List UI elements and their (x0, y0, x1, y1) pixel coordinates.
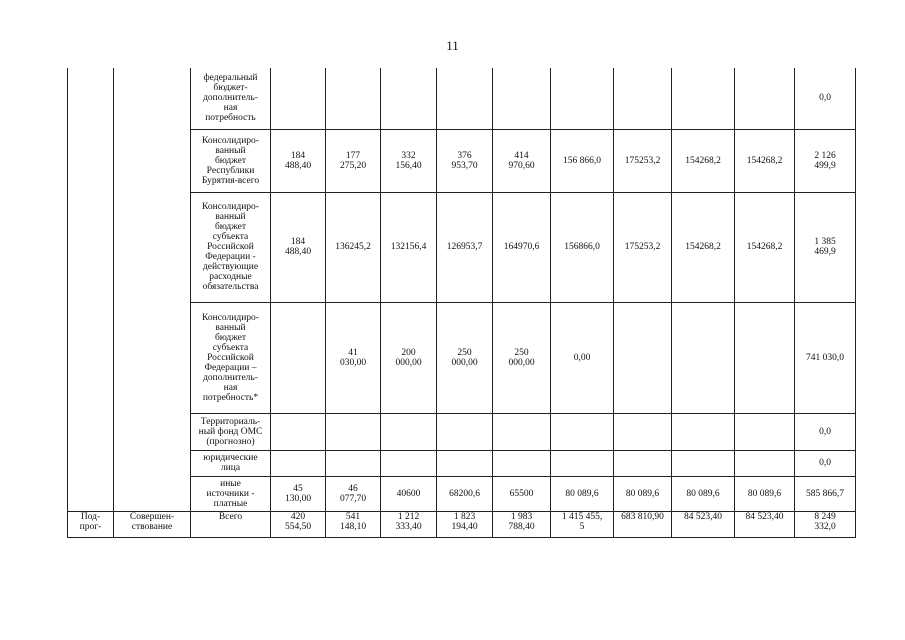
value-cell: 46 077,70 (326, 476, 381, 511)
value-cell (437, 68, 493, 129)
value-cell (381, 413, 437, 450)
value-cell: 250 000,00 (437, 302, 493, 413)
value-cell (437, 413, 493, 450)
value-cell (735, 68, 795, 129)
program-cell (68, 68, 114, 511)
table-row (68, 68, 856, 129)
value-cell: 2 126 499,9 (795, 129, 856, 192)
value-cell: 80 089,6 (614, 476, 672, 511)
value-cell: 68200,6 (437, 476, 493, 511)
value-cell: 175253,2 (614, 192, 672, 302)
value-cell (326, 413, 381, 450)
value-cell: 80 089,6 (672, 476, 735, 511)
value-cell (672, 413, 735, 450)
value-cell (672, 450, 735, 476)
value-cell (551, 68, 614, 129)
value-cell: 80 089,6 (551, 476, 614, 511)
value-cell (493, 413, 551, 450)
value-cell: 376 953,70 (437, 129, 493, 192)
subprogram-name-cell: Совершен- ствование (114, 511, 191, 537)
funding-source-cell: федеральный бюджет- дополнитель- ная потребность (191, 68, 271, 129)
value-cell: 585 866,7 (795, 476, 856, 511)
total-value-cell: 541 148,10 (326, 511, 381, 537)
value-cell (614, 413, 672, 450)
funding-source-cell: Консолидиро- ванный бюджет субъекта Российской Федерации – дополнитель- ная потребность* (191, 302, 271, 413)
subprogram-label-cell: Под- прог- (68, 511, 114, 537)
value-cell: 175253,2 (614, 129, 672, 192)
value-cell: 136245,2 (326, 192, 381, 302)
value-cell: 45 130,00 (271, 476, 326, 511)
value-cell (326, 68, 381, 129)
total-value-cell: 1 823 194,40 (437, 511, 493, 537)
value-cell: 154268,2 (735, 129, 795, 192)
value-cell (493, 450, 551, 476)
value-cell: 154268,2 (672, 129, 735, 192)
value-cell: 200 000,00 (381, 302, 437, 413)
funding-source-cell: Территориаль- ный фонд ОМС (прогнозно) (191, 413, 271, 450)
total-value-cell: 1 415 455, 5 (551, 511, 614, 537)
value-cell (551, 413, 614, 450)
funding-source-cell: юридические лица (191, 450, 271, 476)
value-cell: 80 089,6 (735, 476, 795, 511)
value-cell: 177 275,20 (326, 129, 381, 192)
total-value-cell: 420 554,50 (271, 511, 326, 537)
value-cell (271, 413, 326, 450)
value-cell: 132156,4 (381, 192, 437, 302)
total-value-cell: 1 212 333,40 (381, 511, 437, 537)
value-cell: 156 866,0 (551, 129, 614, 192)
total-value-cell: 683 810,90 (614, 511, 672, 537)
value-cell (614, 68, 672, 129)
value-cell (493, 68, 551, 129)
budget-table (67, 68, 856, 538)
value-cell: 184 488,40 (271, 129, 326, 192)
value-cell (271, 450, 326, 476)
value-cell (672, 68, 735, 129)
total-label-cell: Всего (191, 511, 271, 537)
value-cell (271, 302, 326, 413)
value-cell: 0,0 (795, 68, 856, 129)
value-cell (437, 450, 493, 476)
funding-source-cell: Консолидиро- ванный бюджет Республики Бурятия-всего (191, 129, 271, 192)
value-cell: 1 385 469,9 (795, 192, 856, 302)
value-cell (551, 450, 614, 476)
value-cell: 164970,6 (493, 192, 551, 302)
value-cell: 154268,2 (672, 192, 735, 302)
value-cell (672, 302, 735, 413)
value-cell (614, 302, 672, 413)
value-cell (271, 68, 326, 129)
value-cell (381, 450, 437, 476)
value-cell: 741 030,0 (795, 302, 856, 413)
page-number: 11 (446, 38, 459, 53)
funding-source-cell: Консолидиро- ванный бюджет субъекта Российской Федерации - действующие расходные обязательства (191, 192, 271, 302)
total-row (68, 511, 856, 537)
value-cell: 0,0 (795, 413, 856, 450)
value-cell: 65500 (493, 476, 551, 511)
value-cell: 250 000,00 (493, 302, 551, 413)
value-cell (614, 450, 672, 476)
program-name-cell (114, 68, 191, 511)
total-value-cell: 1 983 788,40 (493, 511, 551, 537)
value-cell: 0,0 (795, 450, 856, 476)
value-cell: 184 488,40 (271, 192, 326, 302)
value-cell: 0,00 (551, 302, 614, 413)
value-cell: 40600 (381, 476, 437, 511)
value-cell (735, 413, 795, 450)
value-cell: 126953,7 (437, 192, 493, 302)
total-value-cell: 84 523,40 (735, 511, 795, 537)
total-value-cell: 84 523,40 (672, 511, 735, 537)
value-cell (735, 450, 795, 476)
funding-source-cell: иные источники - платные (191, 476, 271, 511)
value-cell: 154268,2 (735, 192, 795, 302)
value-cell: 414 970,60 (493, 129, 551, 192)
value-cell (381, 68, 437, 129)
value-cell (735, 302, 795, 413)
value-cell: 156866,0 (551, 192, 614, 302)
value-cell: 41 030,00 (326, 302, 381, 413)
value-cell (326, 450, 381, 476)
total-value-cell: 8 249 332,0 (795, 511, 856, 537)
value-cell: 332 156,40 (381, 129, 437, 192)
